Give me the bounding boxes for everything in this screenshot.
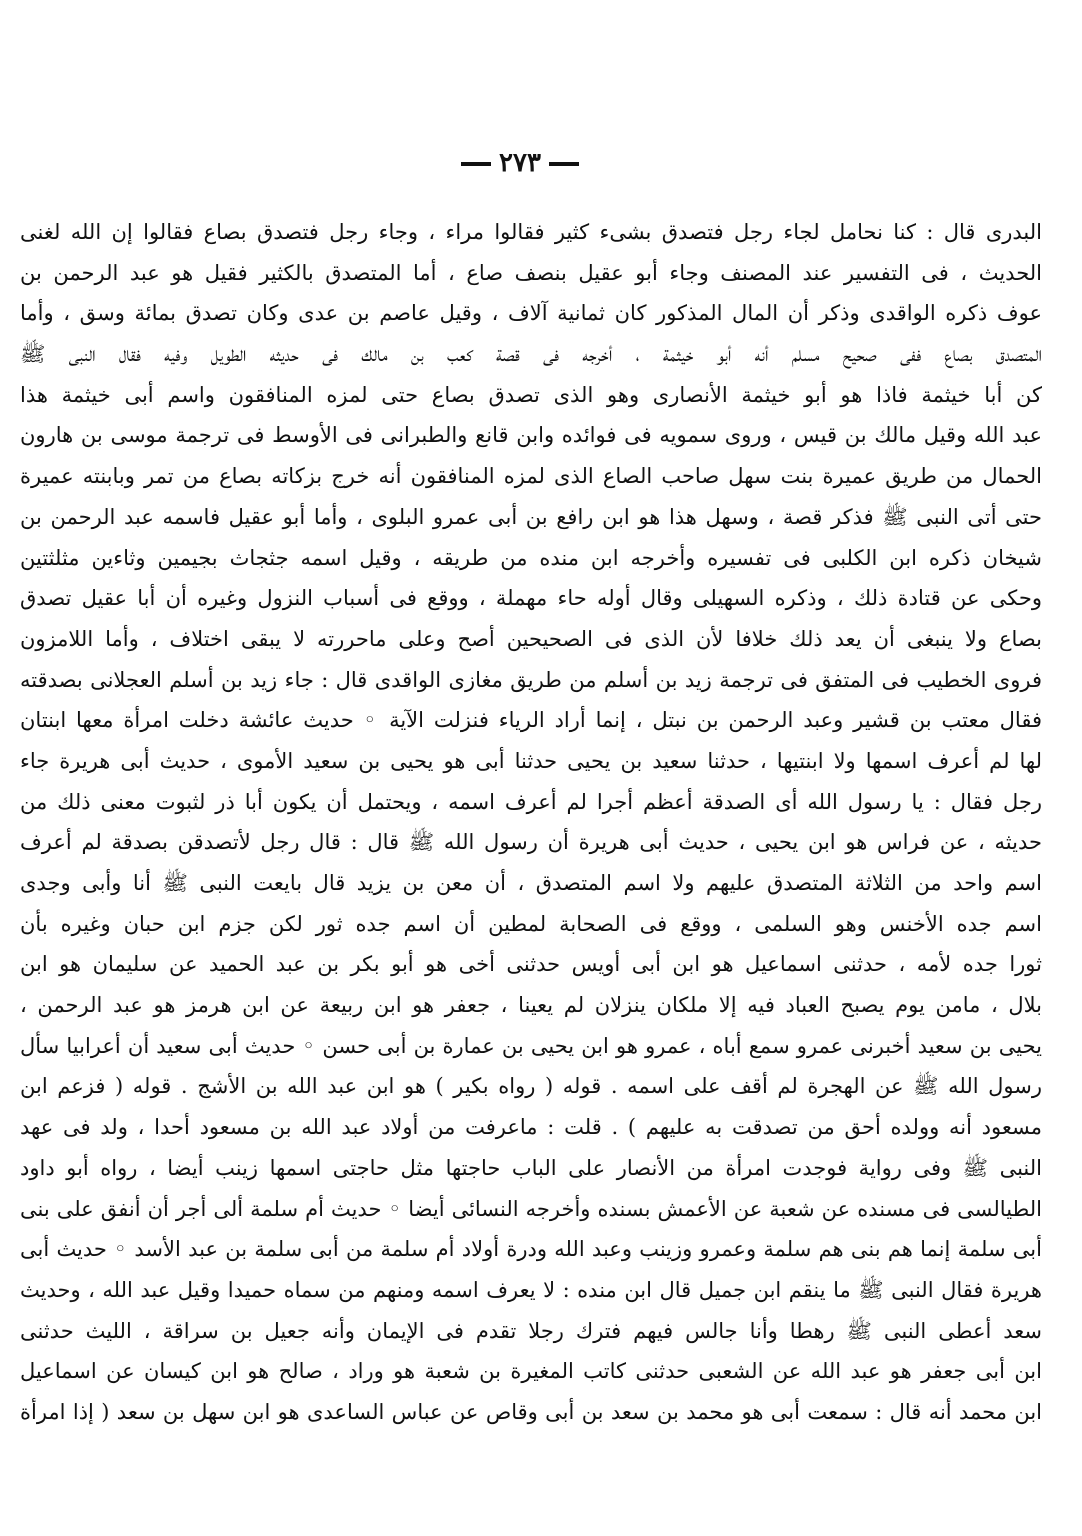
text-line: فقال معتب بن قشير وعبد الرحمن بن نبتل ، إنما أراد الرياء فنزلت الآية ◦ حديث عائشة دخلت امرأة معها ابنتان [20,708,1042,733]
text-line: لها لم أعرف اسمها ولا ابنتيها ، حدثنا سعيد بن يحيى حدثنا أبى هو يحيى بن سعيد الأموى ، حديث أبى هريرة جاء [20,748,1042,773]
text-line: المتصدق بصاع ففى صحيح مسلم أنه أبو خيثمة ، أخرجه فى قصة كعب بن مالك فى حديثه الطويل وفيه فقال النبى ﷺ [20,342,1042,367]
text-line: ابن أبى جعفر هو عبد الله عن الشعبى حدثنى كاتب المغيرة بن شعبة هو وراد ، صالح هو ابن كيسان عن اسماعيل [20,1359,1042,1384]
text-line: ثورا جده لأمه ، حدثنى اسماعيل هو ابن أبى أويس حدثنى أخى هو أبو بكر بن عبد الحميد عن سليمان هو ابن [20,952,1042,977]
text-line: اسم جده الأخنس وهو السلمى ، ووقع فى الصحابة لمطين أن اسم جده ثور لكن جزم ابن حبان وغيره بأن [20,911,1042,936]
text-line: عبد الله وقيل مالك بن قيس ، وروى سمويه فى فوائده وابن قانع والطبرانى فى الأوسط فى ترجمة موسى بن هارون [20,423,1042,448]
text-line: البدرى قال : كنا نحامل لجاء رجل فتصدق بشىء كثير فقالوا مراء ، وجاء رجل فتصدق بصاع فقالوا إن الله لغنى [20,220,1042,244]
body-text [20,212,1042,1433]
text-line: ابن محمد أنه قال : سمعت أبى هو محمد بن سعد بن أبى وقاص عن عباس الساعدى هو ابن سهل بن سعد ( إذا امرأة [20,1399,1042,1424]
text-line: حتى أتى النبى ﷺ فذكر قصة ، وسهل هذا هو ابن رافع بن أبى عمرو البلوى ، وأما أبو عقيل فاسمه عبد الرحمن بن [20,504,1042,529]
page-number: ٢٧٣ [499,148,541,178]
text-line: النبى ﷺ وفى رواية فوجدت امرأة من الأنصار على الباب حاجتها مثل حاجتى اسمها زينب أيضا ، رواه أبو داود [20,1155,1042,1180]
text-line: الحديث ، فى التفسير عند المصنف وجاء أبو عقيل بنصف صاع ، أما المتصدق بالكثير فقيل هو عبد الرحمن بن [20,260,1042,285]
text-line: الحمال من طريق عميرة بنت سهل صاحب الصاع الذى لمزه المنافقون أنه خرج بزكاته بصاع من تمر وبابنته عميرة [20,464,1042,489]
text-line: الطيالسى فى مسنده عن شعبة عن الأعمش بسنده وأخرجه النسائى أيضا ◦ حديث أم سلمة ألى أجر أن أنفق على بنى [20,1196,1042,1221]
text-line: فروى الخطيب فى المتفق فى ترجمة زيد بن أسلم من طريق مغازى الواقدى قال : جاء زيد بن أسلم العجلانى بصدقته [20,667,1042,692]
text-line: مسعود أنه وولده أحق من تصدقت به عليهم ) . قلت : ماعرفت من أولاد عبد الله بن مسعود أحدا ، ولد فى عهد [20,1115,1042,1140]
text-line: حديثه ، عن فراس هو ابن يحيى ، حديث أبى هريرة أن رسول الله ﷺ قال : قال رجل لأتصدقن بصدقة لم أعرف [20,830,1042,855]
text-line: رسول الله ﷺ عن الهجرة لم أقف على اسمه . قوله ( رواه بكير ) هو ابن عبد الله بن الأشج . قوله ( فزعم ابن [20,1074,1042,1099]
text-line: كن أبا خيثمة فاذا هو أبو خيثمة الأنصارى وهو الذى تصدق بصاع حتى لمزه المنافقون واسم أبى خيثمة هذا [20,382,1042,407]
text-line: هريرة فقال النبى ﷺ ما ينقم ابن جميل قال ابن منده : لا يعرف اسمه ومنهم من سماه حميدا وقيل عبد الله ، وحديث [20,1277,1042,1302]
text-line: شيخان ذكره ابن الكلبى فى تفسيره وأخرجه ابن منده من طريقه ، وقيل اسمه جثجاث بجيمين وثاءين مثلثتين [20,545,1042,570]
text-line: أبى سلمة إنما هم بنى هم سلمة وعمرو وزينب وعبد الله ودرة أولاد أم سلمة من أبى سلمة بن عبد الأسد ◦ حديث أبى [20,1237,1042,1262]
text-line: سعد أعطى النبى ﷺ رهطا وأنا جالس فيهم فترك رجلا تقدم فى الإيمان وأنه جعيل بن سراقة ، الليث حدثنى [20,1318,1042,1343]
text-line: وحكى عن قتادة ذلك ، وذكره السهيلى وقال أوله حاء مهملة ، ووقع فى أسباب النزول وغيره أن أبا عقيل تصدق [20,586,1042,611]
text-line: عوف ذكره الواقدى وذكر أن المال المذكور كان ثمانية آلاف ، وقيل عاصم بن عدى وكان تصدق بمائة وسق ، وأما [20,301,1042,326]
dash-right [549,162,579,166]
text-line: اسم واحد من الثلاثة المتصدق عليهم ولا اسم المتصدق ، أن معن بن يزيد قال بايعت النبى ﷺ أنا وأبى وجدى [20,871,1042,895]
text-line: بصاع ولا ينبغى أن يعد ذلك خلافا لأن الذى فى الصحيحين أصح وعلى ماحررته لا يبقى اختلاف ، وأما اللامزون [20,626,1042,651]
text-line: يحيى بن سعيد أخبرنى عمرو سمع أباه ، عمرو هو ابن يحيى بن عمارة بن أبى حسن ◦ حديث أبى سعيد أن أعرابيا سأل [20,1033,1042,1058]
page-number-header [0,148,1040,178]
dash-left [461,162,491,166]
text-line: بلال ، مامن يوم يصبح العباد فيه إلا ملكان ينزلان لم يعينا ، جعفر هو ابن ربيعة عن ابن هرمز هو عبد الرحمن ، [20,993,1042,1018]
text-line: رجل فقال : يا رسول الله أى الصدقة أعظم أجرا لم أعرف اسمه ، ويحتمل أن يكون أبا ذر لثبوت معنى ذلك من [20,789,1042,814]
